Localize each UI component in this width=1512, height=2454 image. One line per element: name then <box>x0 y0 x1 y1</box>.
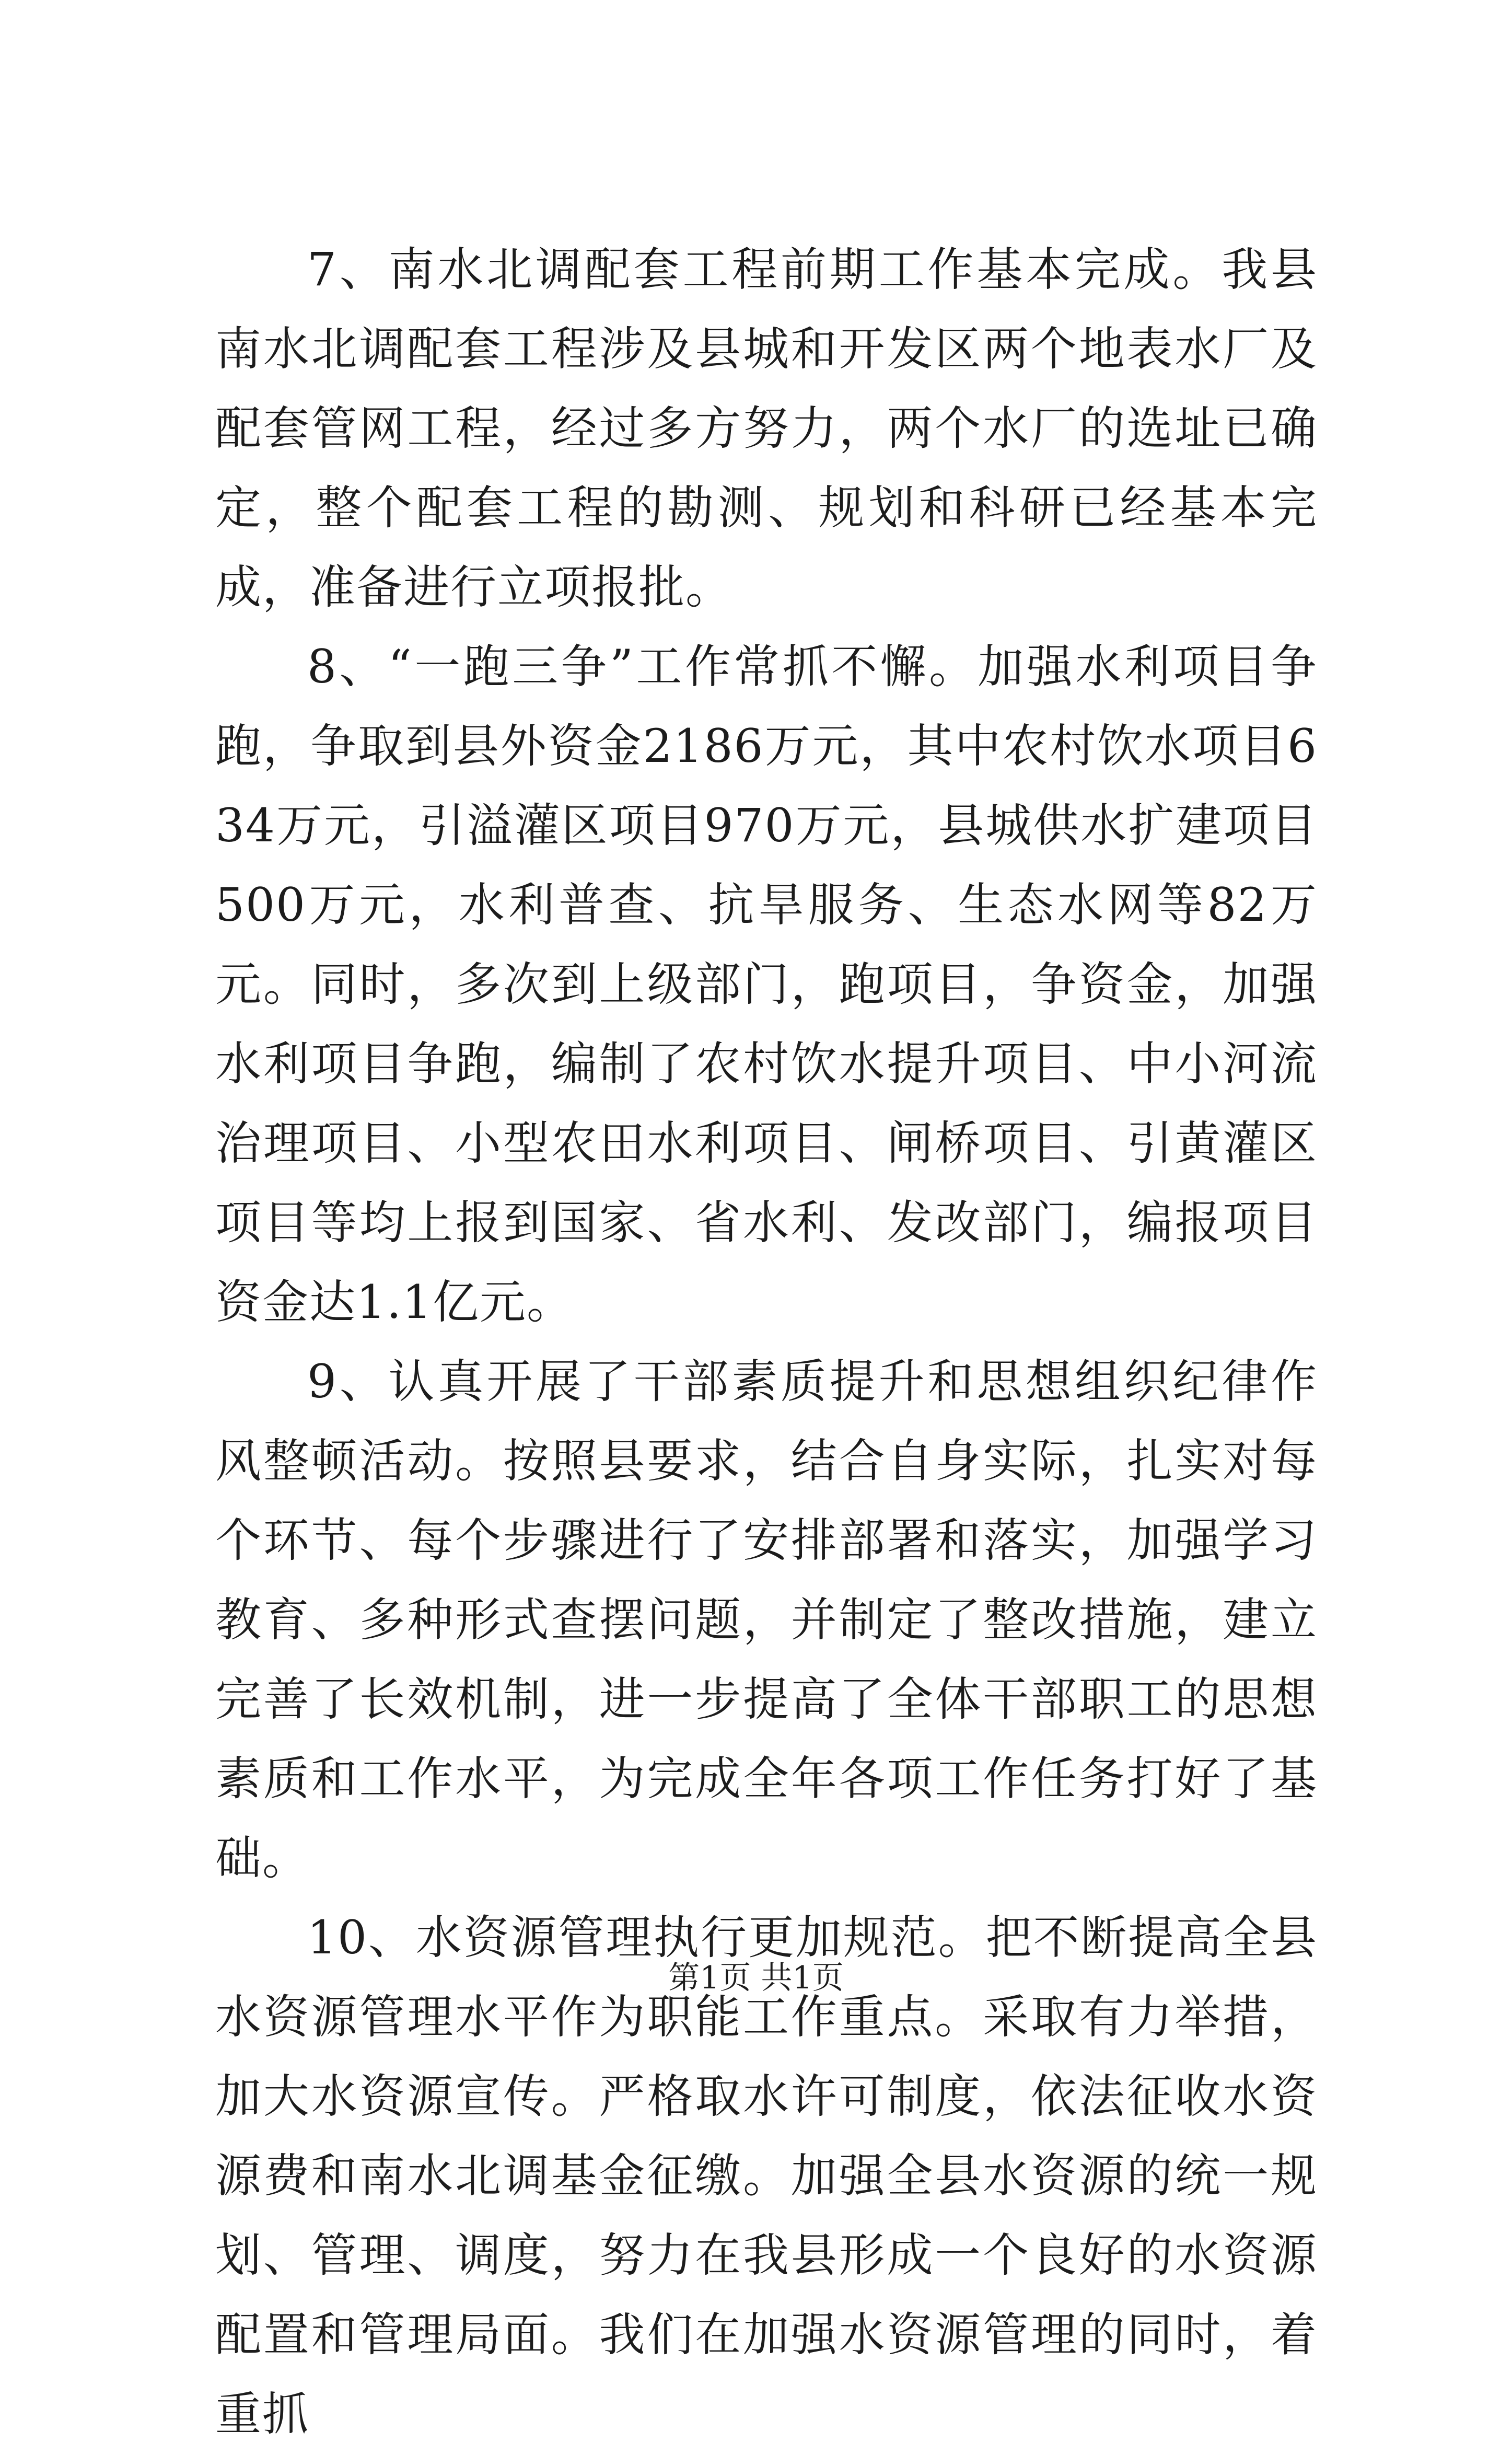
page-number-footer: 第1页 共1页 <box>668 1960 844 1996</box>
paragraph-item-10: 10、水资源管理执行更加规范。把不断提高全县水资源管理水平作为职能工作重点。采取有力举措，加大水资源宣传。严格取水许可制度，依法征收水资源费和南水北调基金征缴。加强全县水资源的统一规划、管理、调度，努力在我县形成一个良好的水资源配置和管理局面。我们在加强水资源管理的同时，着重抓 <box>215 1911 1318 2441</box>
document-body <box>215 230 1318 2454</box>
paragraph-item-8: 8、“一跑三争”工作常抓不懈。加强水利项目争跑，争取到县外资金2186万元，其中农村饮水项目634万元，引溢灌区项目970万元，县城供水扩建项目500万元，水利普查、抗旱服务、生态水网等82万元。同时，多次到上级部门，跑项目，争资金，加强水利项目争跑，编制了农村饮水提升项目、中小河流治理项目、小型农田水利项目、闸桥项目、引黄灌区项目等均上报到国家、省水利、发改部门，编报项目资金达1.1亿元。 <box>215 640 1318 1329</box>
paragraph-item-9: 9、认真开展了干部素质提升和思想组织纪律作风整顿活动。按照县要求，结合自身实际，扎实对每个环节、每个步骤进行了安排部署和落实，加强学习教育、多种形式查摆问题，并制定了整改措施，建立完善了长效机制，进一步提高了全体干部职工的思想素质和工作水平，为完成全年各项工作任务打好了基础。 <box>215 1355 1318 1885</box>
paragraph-item-7: 7、南水北调配套工程前期工作基本完成。我县南水北调配套工程涉及县城和开发区两个地表水厂及配套管网工程，经过多方努力，两个水厂的选址已确定，整个配套工程的勘测、规划和科研已经基本完成，准备进行立项报批。 <box>215 242 1318 614</box>
